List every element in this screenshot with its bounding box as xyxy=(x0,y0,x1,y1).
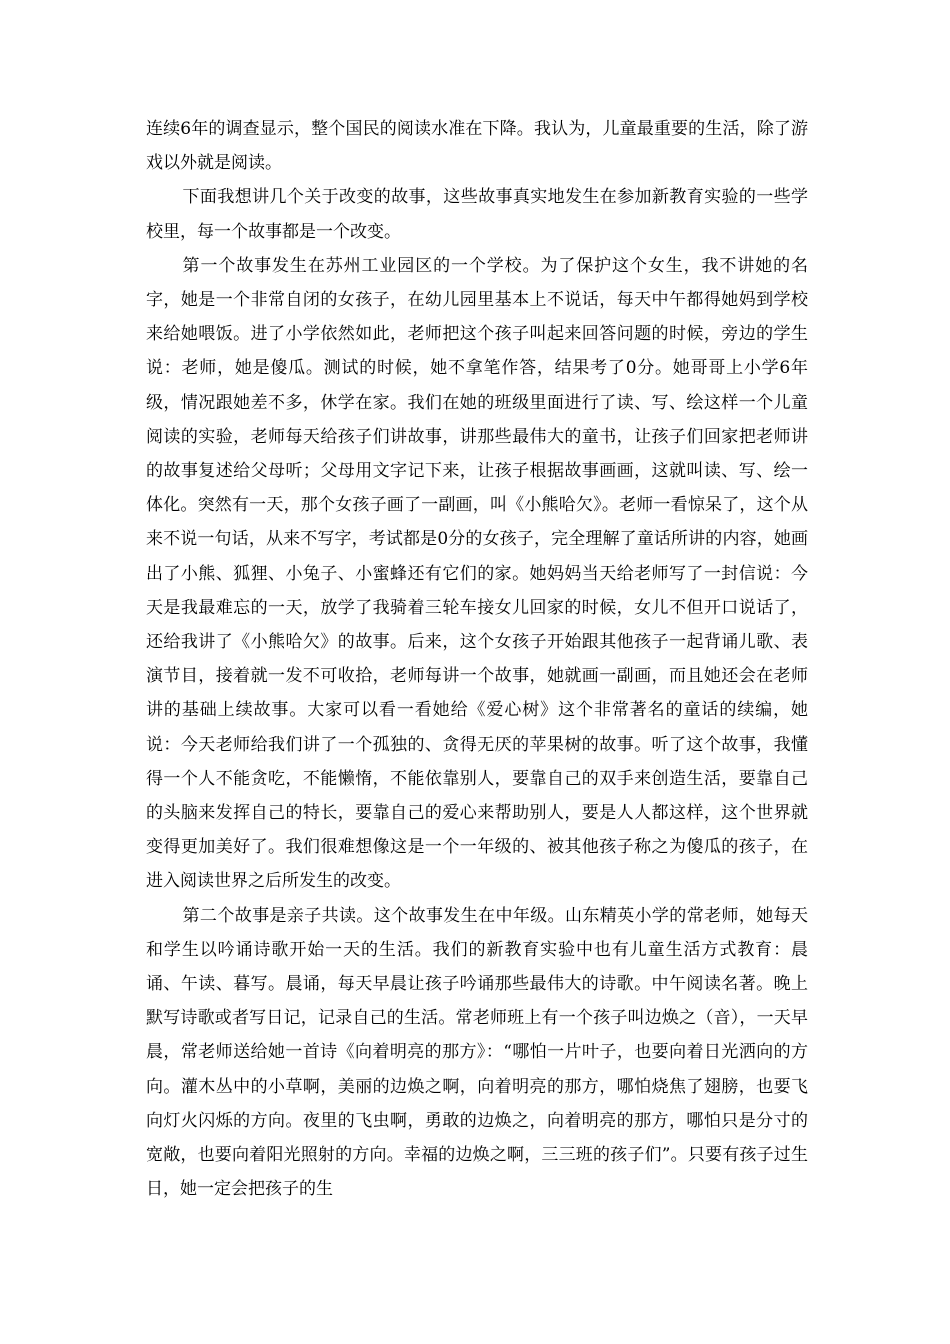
paragraph-3: 第一个故事发生在苏州工业园区的一个学校。为了保护这个女生，我不讲她的名字，她是一个非常自闭的女孩子，在幼儿园里基本上不说话，每天中午都得她妈到学校来给她喂饭。进了小学依然如此，老师把这个孩子叫起来回答问题的时候，旁边的学生说：老师，她是傻瓜。测试的时候，她不拿笔作答，结果考了0分。她哥哥上小学6年级，情况跟她差不多，休学在家。我们在她的班级里面进行了读、写、绘这样一个儿童阅读的实验，老师每天给孩子们讲故事，讲那些最伟大的童书，让孩子们回家把老师讲的故事复述给父母听；父母用文字记下来，让孩子根据故事画画，这就叫读、写、绘一体化。突然有一天，那个女孩子画了一副画，叫《小熊哈欠》。老师一看惊呆了，这个从来不说一句话，从来不写字，考试都是0分的女孩子，完全理解了童话所讲的内容，她画出了小熊、狐狸、小兔子、小蜜蜂还有它们的家。她妈妈当天给老师写了一封信说：今天是我最难忘的一天，放学了我骑着三轮车接女儿回家的时候，女儿不但开口说话了，还给我讲了《小熊哈欠》的故事。后来，这个女孩子开始跟其他孩子一起背诵儿歌、表演节目，接着就一发不可收拾，老师每讲一个故事，她就画一副画，而且她还会在老师讲的基础上续故事。大家可以看一看她给《爱心树》这个非常著名的童话的续编，她说：今天老师给我们讲了一个孤独的、贪得无厌的苹果树的故事。听了这个故事，我懂得一个人不能贪吃，不能懒惰，不能依靠别人，要靠自己的双手来创造生活，要靠自己的头脑来发挥自己的特长，要靠自己的爱心来帮助别人，要是人人都这样，这个世界就变得更加美好了。我们很难想像这是一个一年级的、被其他孩子称之为傻瓜的孩子，在进入阅读世界之后所发生的改变。 xyxy=(146,255,808,892)
paragraph-2: 下面我想讲几个关于改变的故事，这些故事真实地发生在参加新教育实验的一些学校里，每一个故事都是一个改变。 xyxy=(146,187,808,242)
paragraph-1: 连续6年的调查显示，整个国民的阅读水准在下降。我认为，儿童最重要的生活，除了游戏以外就是阅读。 xyxy=(146,119,808,174)
paragraph-4: 第二个故事是亲子共读。这个故事发生在中年级。山东精英小学的常老师，她每天和学生以吟诵诗歌开始一天的生活。我们的新教育实验中也有儿童生活方式教育：晨诵、午读、暮写。晨诵，每天早晨让孩子吟诵那些最伟大的诗歌。中午阅读名著。晚上默写诗歌或者写日记，记录自己的生活。常老师班上有一个孩子叫边焕之（音），一天早晨，常老师送给她一首诗《向着明亮的那方》：“哪怕一片叶子，也要向着日光洒向的方向。灌木丛中的小草啊，美丽的边焕之啊，向着明亮的那方，哪怕烧焦了翅膀，也要飞向灯火闪烁的方向。夜里的飞虫啊，勇敢的边焕之，向着明亮的那方，哪怕只是分寸的宽敞，也要向着阳光照射的方向。幸福的边焕之啊，三三班的孩子们”。只要有孩子过生日，她一定会把孩子的生 xyxy=(146,905,808,1200)
document-body xyxy=(146,112,808,1207)
